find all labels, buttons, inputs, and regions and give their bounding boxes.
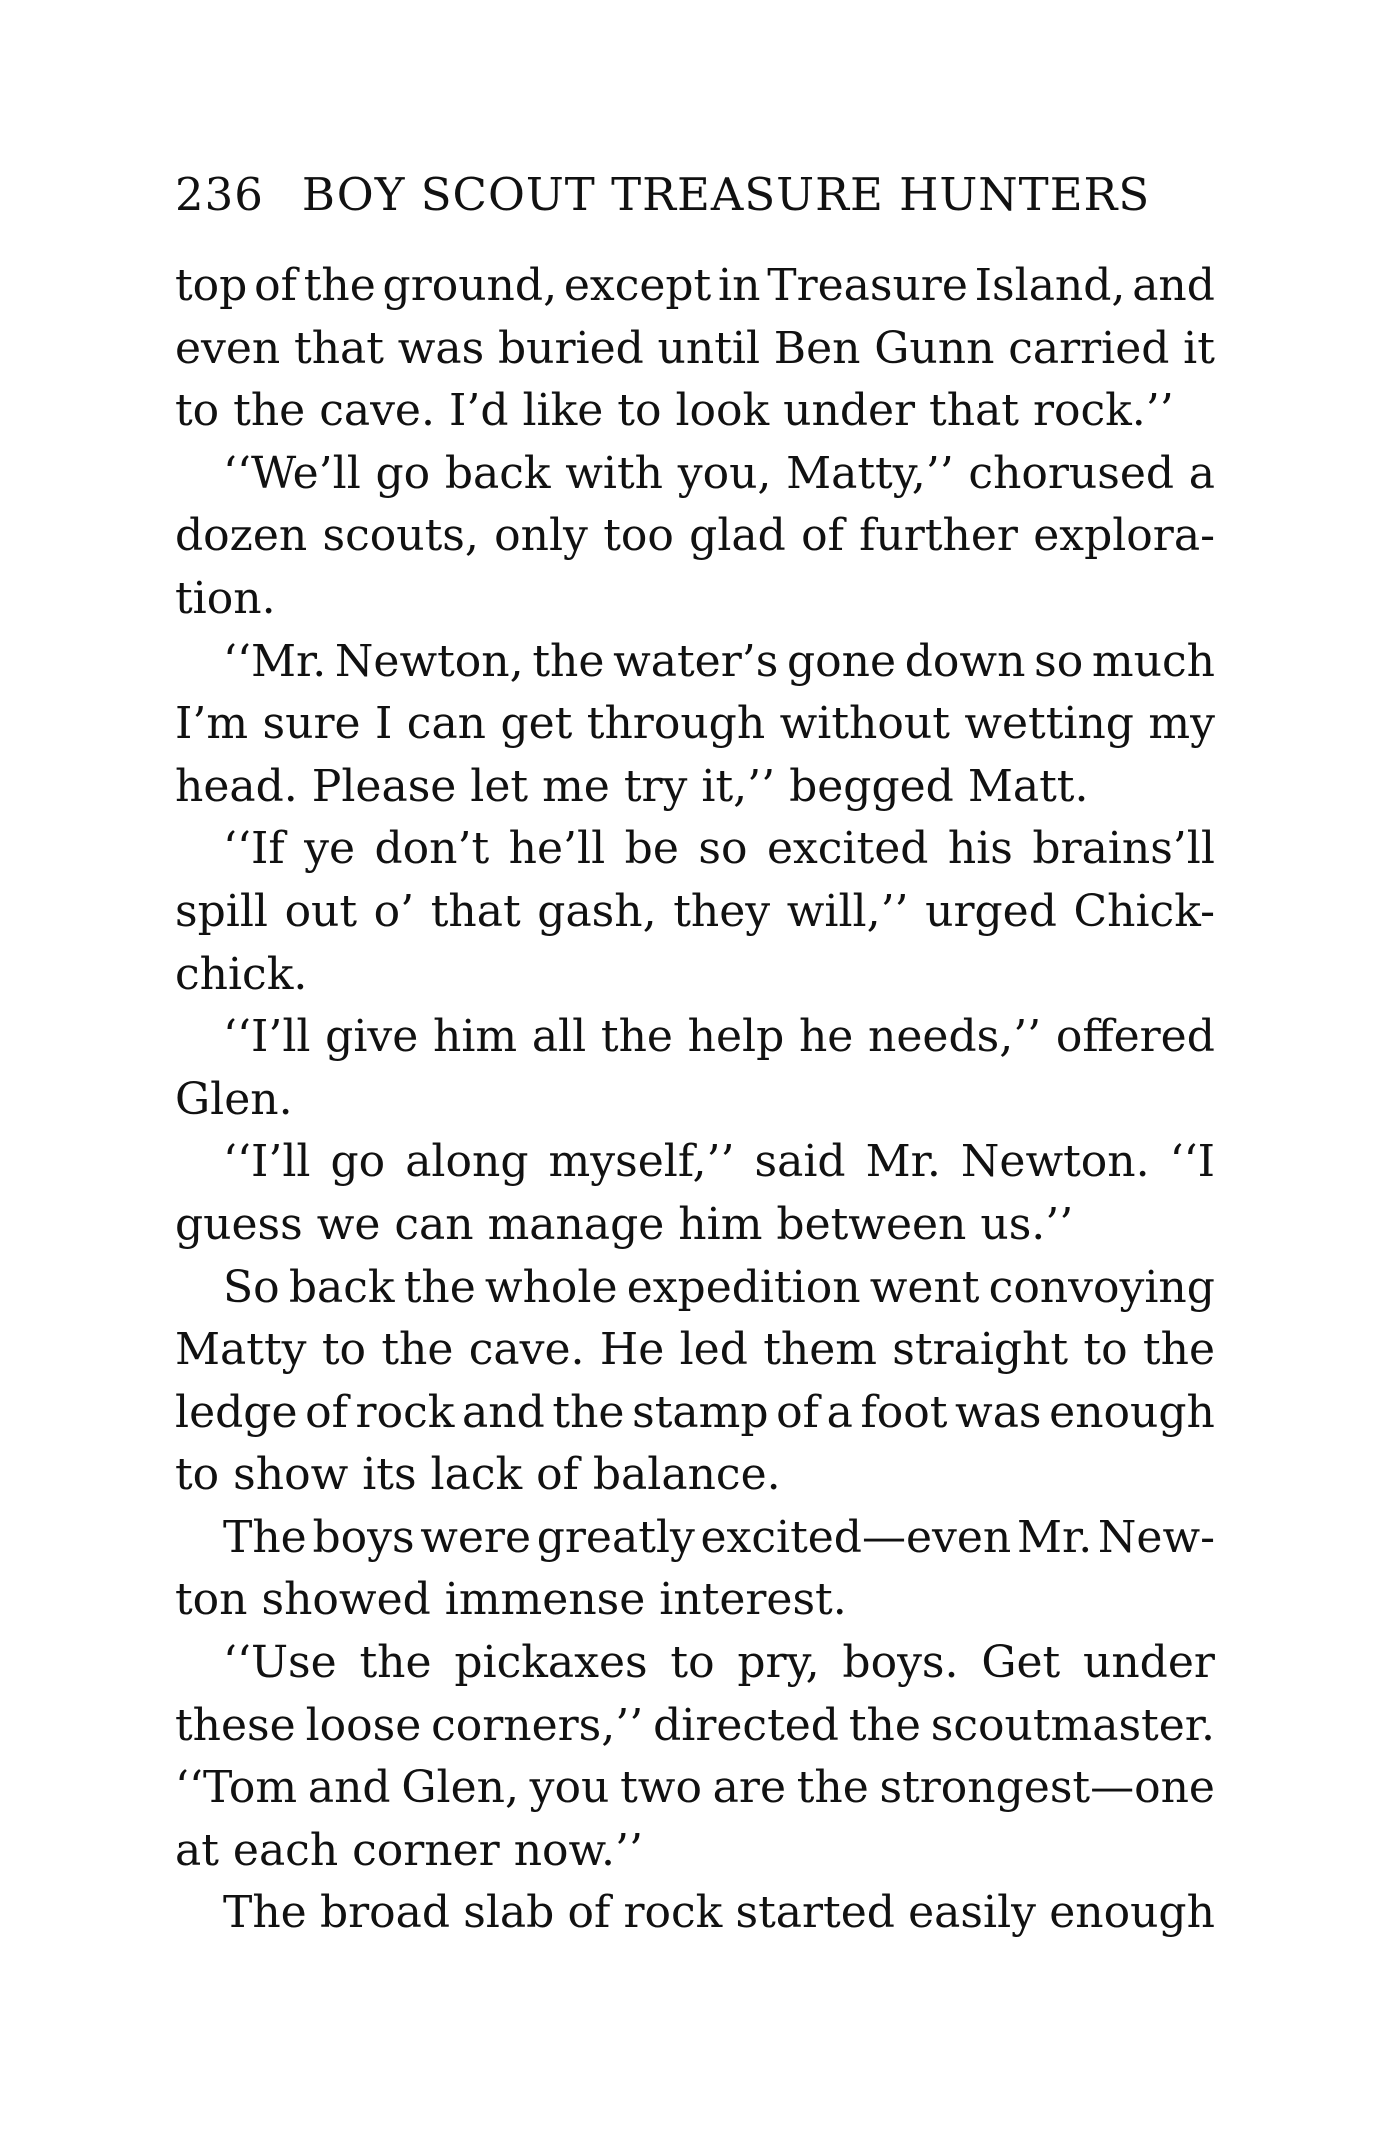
text-line: ‘‘Use the pickaxes to pry, boys. Get under	[223, 1637, 1215, 1689]
text-line: I’m sure I can get through without wetting my	[175, 698, 1215, 750]
running-header	[175, 165, 1225, 225]
text-line: at each corner now.’’	[175, 1824, 643, 1876]
text-line: ton showed immense interest.	[175, 1574, 847, 1626]
text-line: ‘‘Mr. Newton, the water’s gone down so much	[223, 635, 1215, 687]
text-line: even that was buried until Ben Gunn carried it	[175, 322, 1215, 374]
text-line: chick.	[175, 948, 308, 1000]
text-line: head. Please let me try it,’’ begged Matt.	[175, 760, 1089, 812]
text-line: Glen.	[175, 1073, 293, 1125]
text-line: ‘‘Tom and Glen, you two are the strongest—one	[175, 1762, 1215, 1814]
text-line: top of the ground, except in Treasure Island, and	[175, 260, 1215, 311]
text-line: ‘‘If ye don’t he’ll be so excited his brains’ll	[223, 823, 1215, 875]
body-text	[175, 255, 1215, 1945]
text-line: ledge of rock and the stamp of a foot was enough	[175, 1386, 1215, 1438]
text-line: to the cave. I’d like to look under that rock.’’	[175, 385, 1174, 437]
running-title: BOY SCOUT TREASURE HUNTERS	[301, 168, 1151, 221]
text-line: ‘‘We’ll go back with you, Matty,’’ chorused a	[223, 447, 1215, 499]
text-line: So back the whole expedition went convoying	[223, 1261, 1215, 1313]
text-line: dozen scouts, only too glad of further explora-	[175, 510, 1215, 562]
text-line: spill out o’ that gash, they will,’’ urged Chick-	[175, 885, 1215, 937]
text-line: these loose corners,’’ directed the scoutmaster.	[175, 1699, 1215, 1751]
text-line: ‘‘I’ll go along myself,’’ said Mr. Newton. ‘‘I	[223, 1136, 1215, 1188]
text-line: guess we can manage him between us.’’	[175, 1198, 1074, 1250]
text-line: Matty to the cave. He led them straight to the	[175, 1324, 1215, 1376]
text-line: ‘‘I’ll give him all the help he needs,’’ offered	[223, 1011, 1215, 1063]
text-line: tion.	[175, 572, 276, 624]
text-line: The boys were greatly excited—even Mr. New-	[223, 1511, 1215, 1563]
text-line: The broad slab of rock started easily enough	[223, 1887, 1215, 1939]
page-number: 236	[175, 168, 264, 221]
text-line: to show its lack of balance.	[175, 1449, 781, 1501]
